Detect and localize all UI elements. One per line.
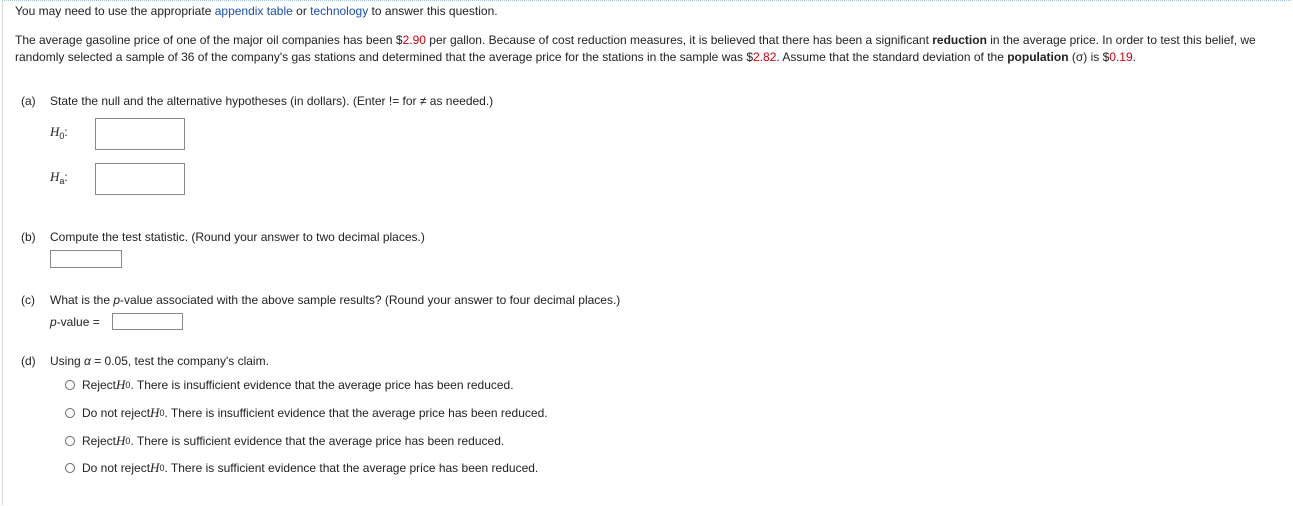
part-a-text: State the null and the alternative hypotheses (in dollars). (Enter != for ≠ as needed.) [50,94,494,108]
problem-text-3: in the average price. In order to test this belief, we randomly selected a sample of 36 of the company's gas stations and determined that the average price for the stations in the sample was $ [15,33,1256,64]
sample-mean-value: 2.82 [753,50,777,64]
radio-button[interactable] [65,463,75,473]
ha-sub: a [59,176,65,186]
part-b-text: Compute the test statistic. (Round your answer to two decimal places.) [50,230,425,244]
option-3-sub: 0 [125,436,131,446]
p-value-text: -value = [56,315,100,329]
part-c-text-post: -value associated with the above sample results? (Round your answer to four decimal places.) [120,293,621,307]
h0-sub: 0 [59,131,65,141]
intro-line [15,4,498,18]
option-1-pre: Reject [82,378,117,392]
intro-or: or [296,4,307,18]
part-b-label: (b) [21,230,36,244]
intro-prefix: You may need to use the appropriate [15,4,212,18]
option-4-post: . There is sufficient evidence that the average price has been reduced. [164,461,539,475]
part-a-label: (a) [21,94,36,108]
part-c-p: p [113,293,121,307]
option-3-pre: Reject [82,434,117,448]
part-d-text-pre: Using [50,354,85,368]
option-1-post: . There is insufficient evidence that the average price has been reduced. [130,378,514,392]
ha-colon: : [64,170,68,184]
part-b-prompt [21,230,425,244]
ha-label [50,169,68,186]
appendix-table-link[interactable]: appendix table [214,4,293,18]
problem-text-4: . Assume that the standard deviation of the [776,50,1008,64]
decision-option-1[interactable] [65,377,514,393]
option-2-h: H [150,405,160,420]
problem-text-2: per gallon. Because of cost reduction measures, it is believed that there has been a significant [425,33,933,47]
alternative-hypothesis-input[interactable] [95,163,185,195]
problem-statement [15,32,1280,66]
part-d-prompt [21,354,269,368]
test-statistic-input[interactable] [50,250,122,268]
part-a-prompt [21,94,493,108]
intro-suffix: to answer this question. [371,4,498,18]
option-2-sub: 0 [159,408,165,418]
problem-text-5: (σ) is $ [1068,50,1110,64]
sigma-value: 0.19 [1109,50,1133,64]
radio-button[interactable] [65,380,75,390]
decision-option-4[interactable] [65,460,538,476]
p-value-input[interactable] [112,313,183,330]
radio-button[interactable] [65,408,75,418]
part-d-text-post: = 0.05, test the company's claim. [90,354,269,368]
option-4-sub: 0 [159,463,165,473]
radio-button[interactable] [65,436,75,446]
population-bold: population [1007,50,1069,64]
reduction-bold: reduction [932,33,987,47]
option-1-h: H [116,377,126,392]
problem-text-1: The average gasoline price of one of the major oil companies has been $ [15,33,403,47]
part-d-label: (d) [21,354,36,368]
decision-option-3[interactable] [65,433,504,449]
technology-link[interactable]: technology [310,4,369,18]
part-c-prompt [21,293,620,307]
h0-label [50,124,68,141]
option-4-pre: Do not reject [82,461,151,475]
option-4-h: H [150,460,160,475]
option-1-sub: 0 [125,380,131,390]
h0-colon: : [64,125,68,139]
p-value-p: p [50,315,57,329]
null-hypothesis-input[interactable] [95,118,185,150]
problem-text-6: . [1132,50,1136,64]
decision-option-2[interactable] [65,405,548,421]
p-value-label [50,315,100,329]
part-c-text-pre: What is the [50,293,114,307]
part-c-label: (c) [21,293,35,307]
original-price-value: 2.90 [402,33,426,47]
option-2-pre: Do not reject [82,406,151,420]
ha-var: H [50,169,60,184]
question-frame [2,0,1291,505]
option-3-h: H [116,433,126,448]
alpha-symbol: α [84,354,91,368]
option-3-post: . There is sufficient evidence that the average price has been reduced. [130,434,505,448]
h0-var: H [50,124,60,139]
option-2-post: . There is insufficient evidence that the average price has been reduced. [164,406,548,420]
